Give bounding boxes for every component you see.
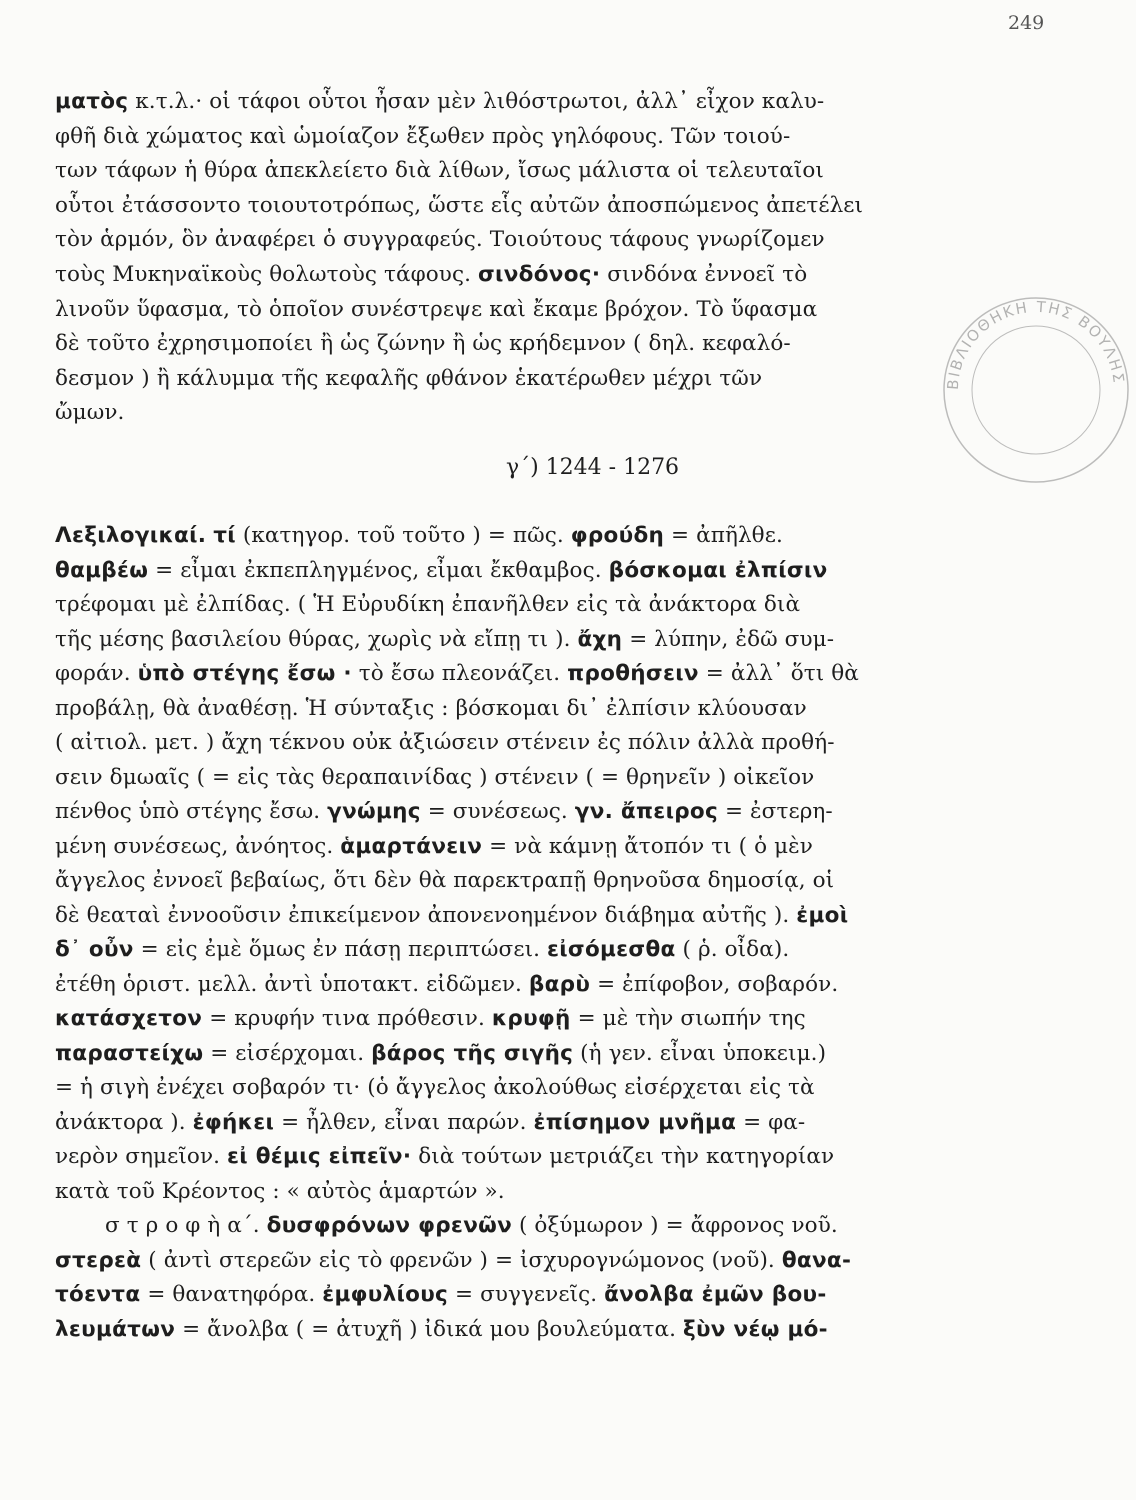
text-line — [55, 1245, 925, 1277]
text-segment: = θανατηφόρα. — [140, 1282, 323, 1307]
text-line — [55, 1072, 925, 1104]
text-segment: δὲ τοῦτο ἐχρησιμοποίει ἢ ὡς ζώνην ἢ ὡς κρήδεμνον ( δηλ. κεφαλό- — [55, 331, 791, 357]
bold-term: ματὸς — [55, 89, 129, 114]
text-segment: = εἶμαι ἐκπεπληγμένος, εἶμαι ἔκθαμβος. — [148, 557, 609, 583]
text-line — [55, 224, 925, 256]
bold-term: ἄνολβα ἐμῶν βου- — [604, 1282, 827, 1307]
text-line — [55, 121, 925, 153]
text-line — [55, 363, 925, 395]
bold-term: εἰσόμεσθα — [546, 937, 676, 962]
text-segment: = ἐπίφοβον, σοβαρόν. — [590, 971, 839, 997]
bold-term: εἰ θέμις εἰπεῖν· — [226, 1144, 412, 1169]
bold-term: ὑπὸ στέγης ἔσω · — [137, 661, 352, 686]
bold-term: κρυφῇ — [491, 1006, 571, 1031]
text-segment: κ.τ.λ.· οἱ τάφοι οὗτοι ἦσαν μὲν λιθόστρωτοι, ἀλλ᾽ εἶχον καλυ- — [128, 89, 825, 114]
text-segment: (κατηγορ. τοῦ τοῦτο ) = πῶς. — [235, 523, 571, 548]
library-stamp-seal — [936, 290, 1136, 490]
text-line — [55, 259, 925, 291]
text-line — [55, 658, 925, 690]
text-segment: (ἡ γεν. εἶναι ὑποκειμ.) — [573, 1040, 827, 1066]
text-segment: ( ὀξύμωρον ) = ἄφρονος νοῦ. — [512, 1213, 838, 1238]
bold-term: Λεξιλογικαί. — [55, 523, 207, 548]
text-segment: δεσμον ) ἢ κάλυμμα τῆς κεφαλῆς φθάνον ἑκατέρωθεν μέχρι τῶν — [55, 365, 763, 391]
page-number: 249 — [1008, 12, 1045, 34]
text-line — [55, 934, 925, 966]
text-segment: = φα- — [736, 1109, 806, 1135]
text-segment: ἀνάκτορα ). — [55, 1109, 193, 1135]
bold-term: κατάσχετον — [55, 1006, 203, 1031]
text-segment: τοὺς Μυκηναϊκοὺς θολωτοὺς τάφους. — [55, 262, 478, 287]
text-segment: διὰ τούτων μετριάζει τὴν κατηγορίαν — [411, 1144, 835, 1169]
text-segment: ἄγγελος ἐννοεῖ βεβαίως, ὅτι δὲν θὰ παρεκτραπῇ θρηνοῦσα δημοσίᾳ, οἱ — [55, 868, 835, 893]
text-segment: φοράν. — [55, 661, 138, 686]
text-segment: σ τ ρ ο φ ὴ α΄. — [105, 1213, 267, 1238]
text-segment: τῆς μέσης βασιλείου θύρας, χωρὶς νὰ εἴπῃ τι ). — [55, 626, 578, 652]
text-segment: = εἰς ἐμὲ ὅμως ἐν πάσῃ περιπτώσει. — [133, 937, 547, 962]
text-segment: τὸν ἁρμόν, ὃν ἀναφέρει ὁ συγγραφεύς. Τοιούτους τάφους γνωρίζομεν — [55, 227, 825, 253]
text-segment: ( ἀντὶ στερεῶν εἰς τὸ φρενῶν ) = ἰσχυρογνώμονος (νοῦ). — [141, 1247, 782, 1273]
text-segment: = ἡ σιγὴ ἐνέχει σοβαρόν τι· (ὁ ἄγγελος ἀκολούθως εἰσέρχεται εἰς τὰ — [55, 1075, 815, 1100]
bold-term: παραστείχω — [55, 1040, 204, 1066]
text-line — [55, 190, 925, 222]
stamp-ring-text: ΒΙΒΛΙΟΘΗΚΗ ΤΗΣ ΒΟΥΛΗΣ — [943, 297, 1128, 391]
text-segment: τὸ ἔσω πλεονάζει. — [351, 661, 568, 686]
text-segment: = νὰ κάμνῃ ἄτοπόν τι ( ὁ μὲν — [482, 833, 813, 859]
text-segment: των τάφων ἡ θύρα ἀπεκλείετο διὰ λίθων, ἴσως μάλιστα οἱ τελευταῖοι — [55, 158, 824, 184]
bold-term: ἐμοὶ — [796, 902, 849, 928]
text-segment: = μὲ τὴν σιωπήν της — [570, 1006, 806, 1031]
text-segment: τρέφομαι μὲ ἐλπίδας. ( Ἡ Εὐρυδίκη ἐπανῆλθεν εἰς τὰ ἀνάκτορα διὰ — [55, 592, 801, 617]
bold-term: γνώμης — [327, 799, 421, 824]
text-segment: σειν δμωαῖς ( = εἰς τὰς θεραπαινίδας ) στένειν ( = θρηνεῖν ) οἰκεῖον — [55, 764, 815, 790]
text-segment: = ἐστερη- — [718, 799, 833, 824]
text-segment: λινοῦν ὕφασμα, τὸ ὁποῖον συνέστρεψε καὶ ἔκαμε βρόχον. Τὸ ὕφασμα — [55, 296, 818, 322]
section-heading: γ΄) 1244 - 1276 — [505, 455, 680, 480]
text-line — [55, 796, 925, 828]
text-segment: προβάλῃ, θὰ ἀναθέσῃ. Ἡ σύνταξις : βόσκομαι δι᾽ ἐλπίσιν κλύουσαν — [55, 695, 807, 721]
text-segment: = λύπην, ἐδῶ συμ- — [622, 626, 835, 652]
bold-term: θαμβέω — [55, 557, 149, 583]
text-segment: δὲ θεαταὶ ἐννοοῦσιν ἐπικείμενον ἀπονενοημένον διάβημα αὐτῆς ). — [55, 902, 797, 928]
bold-term: θανα- — [781, 1247, 852, 1273]
text-line — [55, 555, 925, 587]
text-segment: ὤμων. — [55, 400, 125, 426]
library-stamp — [936, 290, 1136, 490]
text-line — [105, 1210, 975, 1242]
bold-term: ξὺν νέῳ μό- — [682, 1316, 828, 1342]
text-line — [55, 969, 925, 1001]
text-segment: νερὸν σημεῖον. — [55, 1144, 227, 1169]
text-line — [55, 831, 925, 863]
bold-term: σινδόνος· — [477, 262, 601, 287]
text-segment: ( αἰτιολ. μετ. ) ἄχη τέκνου οὐκ ἀξιώσειν στένειν ἐς πόλιν ἀλλὰ προθή- — [55, 730, 835, 755]
bold-term: λευμάτων — [55, 1316, 176, 1342]
text-line — [55, 1279, 925, 1311]
text-line — [55, 1038, 925, 1070]
bold-term: δ᾽ οὖν — [55, 937, 134, 962]
text-line — [55, 1141, 925, 1173]
text-line — [55, 86, 925, 118]
text-segment: = συνέσεως. — [420, 799, 575, 824]
bold-term: βάρος τῆς σιγῆς — [371, 1040, 574, 1066]
text-line — [55, 727, 925, 759]
text-segment: = κρυφήν τινα πρόθεσιν. — [202, 1006, 492, 1031]
text-segment: = ἀλλ᾽ ὅτι θὰ — [698, 661, 859, 686]
text-segment: φθῆ διὰ χώματος καὶ ὡμοίαζον ἔξωθεν πρὸς γηλόφους. Τῶν τοιού- — [55, 123, 791, 149]
text-segment: = ἀπῆλθε. — [664, 523, 783, 548]
text-line — [55, 520, 925, 552]
text-segment: σινδόνα ἐννοεῖ τὸ — [600, 262, 808, 287]
bold-term: ἐπίσημον μνῆμα — [533, 1109, 737, 1135]
text-line — [55, 589, 925, 621]
text-line — [55, 900, 925, 932]
text-segment: μένη συνέσεως, ἀνόητος. — [55, 833, 341, 859]
text-line — [55, 155, 925, 187]
text-line — [55, 762, 925, 794]
bold-term: στερεὰ — [55, 1247, 142, 1273]
text-line — [55, 1107, 925, 1139]
text-line — [55, 624, 925, 656]
bold-term: ἐφήκει — [192, 1109, 275, 1135]
text-segment: οὗτοι ἐτάσσοντο τοιουτοτρόπως, ὥστε εἷς αὐτῶν ἀποσπώμενος ἀπετέλει — [55, 192, 864, 218]
text-segment: πένθος ὑπὸ στέγης ἔσω. — [55, 799, 328, 824]
text-line — [55, 1314, 925, 1346]
bold-term: βαρὺ — [528, 971, 591, 997]
text-segment: ( ῥ. οἶδα). — [675, 937, 790, 962]
bold-term: τί — [213, 523, 236, 548]
svg-text:ΒΙΒΛΙΟΘΗΚΗ ΤΗΣ ΒΟΥΛΗΣ — [944, 298, 1128, 391]
text-line — [55, 294, 925, 326]
text-segment: = εἰσέρχομαι. — [203, 1040, 372, 1066]
text-line — [55, 397, 925, 429]
bold-term: γν. ἄπειρος — [574, 799, 719, 824]
bold-term: ἁμαρτάνειν — [340, 833, 483, 859]
text-line — [55, 865, 925, 897]
bold-term: τόεντα — [55, 1282, 141, 1307]
text-line — [55, 328, 925, 360]
text-segment: = ἄνολβα ( = ἀτυχῆ ) ἰδικά μου βουλεύματα. — [175, 1316, 683, 1342]
text-segment: = ἦλθεν, εἶναι παρών. — [274, 1109, 534, 1135]
bold-term: ἐμφυλίους — [322, 1282, 449, 1307]
text-line — [55, 1003, 925, 1035]
bold-term: φρούδη — [570, 523, 665, 548]
bold-term: ἄχη — [577, 626, 623, 652]
bold-term: δυσφρόνων φρενῶν — [266, 1213, 513, 1238]
text-segment: κατὰ τοῦ Κρέοντος : « αὐτὸς ἁμαρτών ». — [55, 1178, 505, 1204]
text-line — [55, 693, 925, 725]
text-segment: = συγγενεῖς. — [448, 1282, 605, 1307]
bold-term: βόσκομαι ἐλπίσιν — [608, 557, 828, 583]
bold-term: προθήσειν — [567, 661, 699, 686]
text-segment: ἐτέθη ὁριστ. μελλ. ἀντὶ ὑποτακτ. εἰδῶμεν. — [55, 971, 529, 997]
text-line — [55, 1176, 925, 1208]
